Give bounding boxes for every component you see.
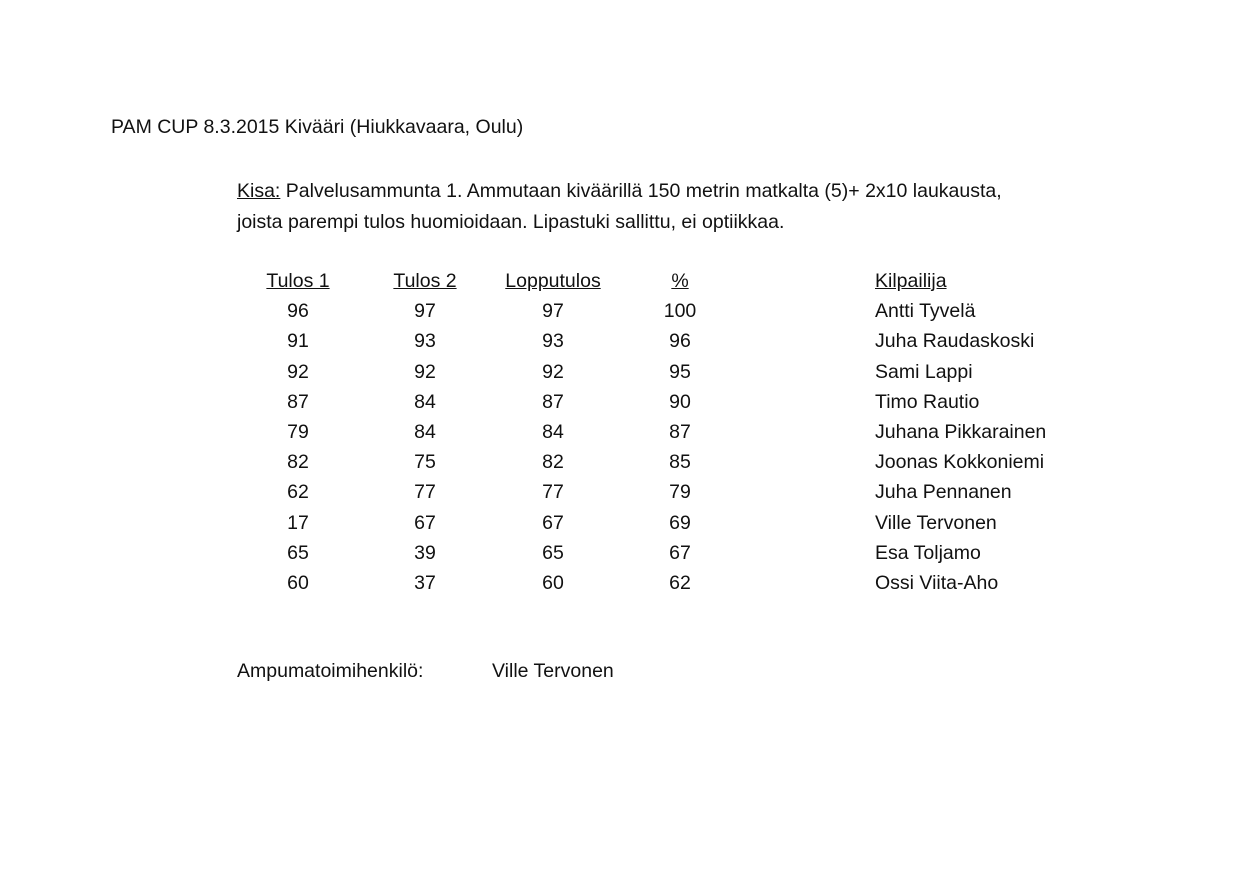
cell-lopputulos: 87 <box>542 390 564 413</box>
header-lopputulos: Lopputulos <box>505 270 601 292</box>
table-row <box>0 447 1240 477</box>
cell-percent: 90 <box>669 390 691 413</box>
description-line-1 <box>237 176 1002 207</box>
cell-tulos-1: 60 <box>287 571 309 594</box>
official-name: Ville Tervonen <box>492 660 614 682</box>
range-official <box>237 660 614 683</box>
cell-tulos-2: 93 <box>414 330 436 353</box>
cell-tulos-2: 37 <box>414 571 436 594</box>
cell-kilpailija: Juha Raudaskoski <box>875 330 1035 353</box>
official-label: Ampumatoimihenkilö: <box>237 660 424 682</box>
header-tulos-1: Tulos 1 <box>266 270 330 292</box>
description-line-2: joista parempi tulos huomioidaan. Lipastuki sallittu, ei optiikkaa. <box>237 211 785 233</box>
cell-lopputulos: 92 <box>542 360 564 383</box>
cell-kilpailija: Ossi Viita-Aho <box>875 571 999 594</box>
kisa-label: Kisa: <box>237 180 281 202</box>
cell-lopputulos: 84 <box>542 420 564 443</box>
cell-tulos-1: 82 <box>287 451 309 474</box>
cell-percent: 95 <box>669 360 691 383</box>
cell-percent: 100 <box>663 300 697 323</box>
table-row <box>0 477 1240 507</box>
cell-kilpailija: Juhana Pikkarainen <box>875 420 1047 443</box>
table-row <box>0 508 1240 538</box>
cell-tulos-1: 17 <box>287 511 309 534</box>
table-row <box>0 296 1240 326</box>
cell-percent: 79 <box>669 481 691 504</box>
results-table <box>0 266 1240 598</box>
cell-kilpailija: Antti Tyvelä <box>875 300 976 323</box>
table-row <box>0 538 1240 568</box>
cell-kilpailija: Joonas Kokkoniemi <box>875 451 1045 474</box>
table-body <box>0 296 1240 598</box>
cell-tulos-2: 75 <box>414 451 436 474</box>
cell-percent: 69 <box>669 511 691 534</box>
cell-tulos-1: 91 <box>287 330 309 353</box>
cell-kilpailija: Esa Toljamo <box>875 541 981 564</box>
header-tulos-2: Tulos 2 <box>393 270 457 292</box>
cell-tulos-1: 92 <box>287 360 309 383</box>
table-row <box>0 326 1240 356</box>
cell-kilpailija: Sami Lappi <box>875 360 973 383</box>
cell-tulos-1: 79 <box>287 420 309 443</box>
description-text-1: Palvelusammunta 1. Ammutaan kiväärillä 150 metrin matkalta (5)+ 2x10 laukausta, <box>280 180 1002 202</box>
cell-percent: 62 <box>669 571 691 594</box>
cell-kilpailija: Ville Tervonen <box>875 511 997 534</box>
header-kilpailija: Kilpailija <box>875 270 947 292</box>
cell-tulos-1: 87 <box>287 390 309 413</box>
table-row <box>0 387 1240 417</box>
cell-lopputulos: 65 <box>542 541 564 564</box>
cell-percent: 67 <box>669 541 691 564</box>
cell-percent: 96 <box>669 330 691 353</box>
cell-lopputulos: 93 <box>542 330 564 353</box>
cell-percent: 87 <box>669 420 691 443</box>
cell-lopputulos: 60 <box>542 571 564 594</box>
cell-tulos-2: 77 <box>414 481 436 504</box>
cell-tulos-2: 67 <box>414 511 436 534</box>
competition-description <box>237 176 1002 238</box>
cell-lopputulos: 97 <box>542 300 564 323</box>
cell-tulos-2: 39 <box>414 541 436 564</box>
cell-lopputulos: 77 <box>542 481 564 504</box>
cell-tulos-2: 97 <box>414 300 436 323</box>
cell-kilpailija: Juha Pennanen <box>875 481 1012 504</box>
document-title: PAM CUP 8.3.2015 Kivääri (Hiukkavaara, Oulu) <box>111 116 524 138</box>
cell-tulos-2: 84 <box>414 390 436 413</box>
cell-lopputulos: 82 <box>542 451 564 474</box>
table-row <box>0 417 1240 447</box>
cell-tulos-2: 84 <box>414 420 436 443</box>
table-row <box>0 357 1240 387</box>
cell-tulos-1: 65 <box>287 541 309 564</box>
cell-percent: 85 <box>669 451 691 474</box>
cell-tulos-1: 96 <box>287 300 309 323</box>
cell-tulos-1: 62 <box>287 481 309 504</box>
cell-tulos-2: 92 <box>414 360 436 383</box>
header-percent: % <box>671 270 689 292</box>
table-row <box>0 568 1240 598</box>
cell-lopputulos: 67 <box>542 511 564 534</box>
table-header-row <box>0 266 1240 296</box>
cell-kilpailija: Timo Rautio <box>875 390 980 413</box>
